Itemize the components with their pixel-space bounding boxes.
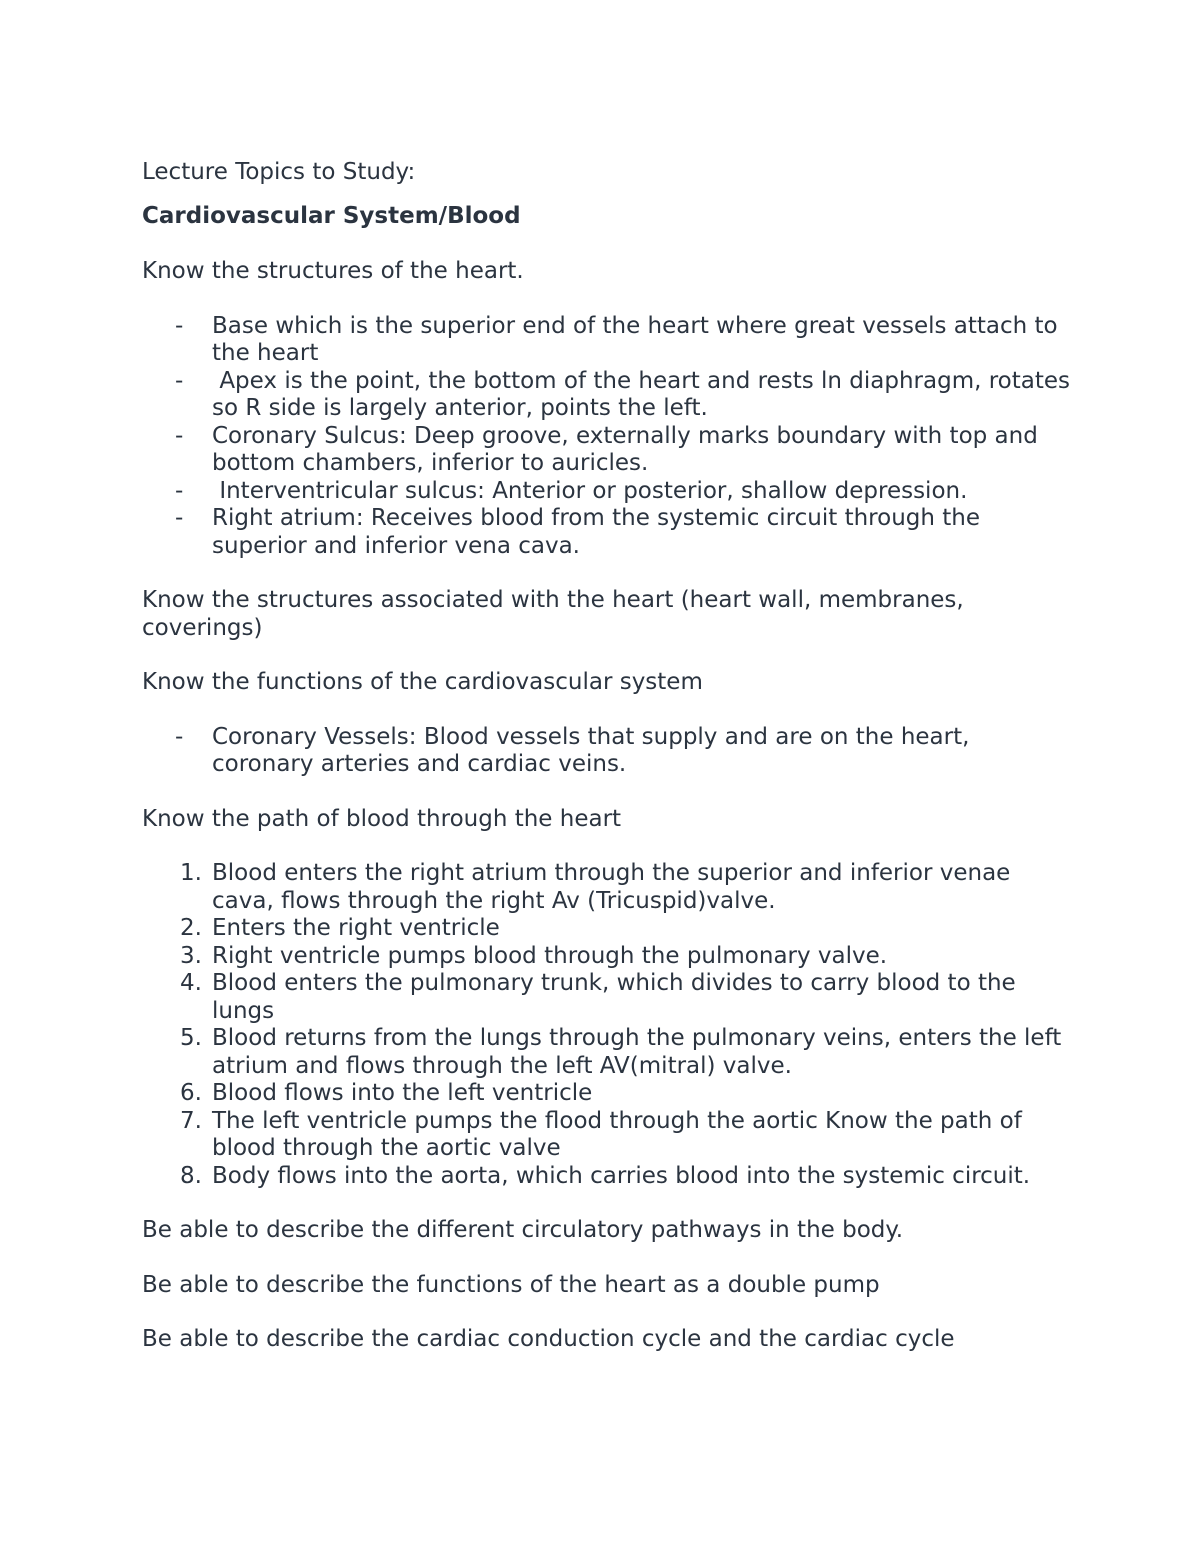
list-item-text: Apex is the point, the bottom of the heart and rests ln diaphragm, rotates so R side is largely anterior, points the left. [212,367,1078,421]
list-item [142,1080,1072,1108]
intro-line: Lecture Topics to Study: [142,159,416,185]
number-marker: 5. [180,1025,202,1051]
list-item [142,724,1072,779]
list-item [142,367,1078,423]
pathways-title: Be able to describe the different circulatory pathways in the body. [142,1217,904,1243]
bullet-marker: - [175,723,184,750]
list-item-text: Base which is the superior end of the heart where great vessels attach to the heart [212,312,1058,366]
number-marker: 6. [180,1080,202,1106]
list-item [142,423,1072,478]
functions-list [142,724,1072,779]
bullet-marker: - [175,505,184,531]
list-item [142,915,1072,943]
list-item [142,478,1072,506]
number-marker: 3. [180,942,202,969]
number-marker: 7. [180,1107,202,1134]
list-item-text: Interventricular sulcus: Anterior or posterior, shallow depression. [212,477,968,504]
list-item-text: Right ventricle pumps blood through the pulmonary valve. [212,942,888,969]
list-item [142,1163,1072,1191]
list-item [142,970,1072,1025]
list-item-text: The left ventricle pumps the flood through the aortic Know the path of blood through the aortic valve [212,1107,1022,1161]
list-item [142,1025,1072,1080]
number-marker: 4. [180,970,202,996]
list-item-text: Coronary Vessels: Blood vessels that supply and are on the heart, coronary arteries and cardiac veins. [212,723,970,777]
list-item [142,313,1072,368]
list-item [142,860,1072,915]
conduction-title: Be able to describe the cardiac conduction cycle and the cardiac cycle [142,1326,955,1352]
list-item-text: Blood flows into the left ventricle [212,1080,593,1106]
bullet-marker: - [175,422,184,449]
associated-title: Know the structures associated with the heart (heart wall, membranes, coverings) [142,587,964,641]
list-item-text: Blood enters the right atrium through the superior and inferior venae cava, flows through the right Av (Tricuspid)valve. [212,860,1011,914]
bullet-marker: - [175,312,184,339]
list-item [142,943,1072,971]
path-list [142,860,1072,1190]
bullet-marker: - [175,367,184,394]
number-marker: 2. [180,915,202,941]
list-item [142,1108,1072,1163]
list-item-text: Blood enters the pulmonary trunk, which divides to carry blood to the lungs [212,970,1016,1024]
number-marker: 1. [180,860,202,886]
list-item-text: Blood returns from the lungs through the pulmonary veins, enters the left atrium and flows through the left AV(mitral) valve. [212,1025,1062,1079]
bullet-marker: - [175,477,184,504]
document-body [142,159,1078,1381]
double-pump-title: Be able to describe the functions of the heart as a double pump [142,1271,880,1298]
path-title: Know the path of blood through the heart [142,805,622,832]
structures-title: Know the structures of the heart. [142,258,524,284]
list-item-text: Coronary Sulcus: Deep groove, externally marks boundary with top and bottom chambers, inferior to auricles. [212,422,1038,476]
list-item-text: Body flows into the aorta, which carries blood into the systemic circuit. [212,1162,1031,1189]
list-item [142,505,1072,560]
list-item-text: Enters the right ventricle [212,915,500,941]
functions-title: Know the functions of the cardiovascular system [142,669,703,695]
list-item-text: Right atrium: Receives blood from the systemic circuit through the superior and inferior vena cava. [212,505,981,559]
section-heading: Cardiovascular System/Blood [142,202,521,229]
structures-list [142,312,1078,561]
number-marker: 8. [180,1162,202,1189]
